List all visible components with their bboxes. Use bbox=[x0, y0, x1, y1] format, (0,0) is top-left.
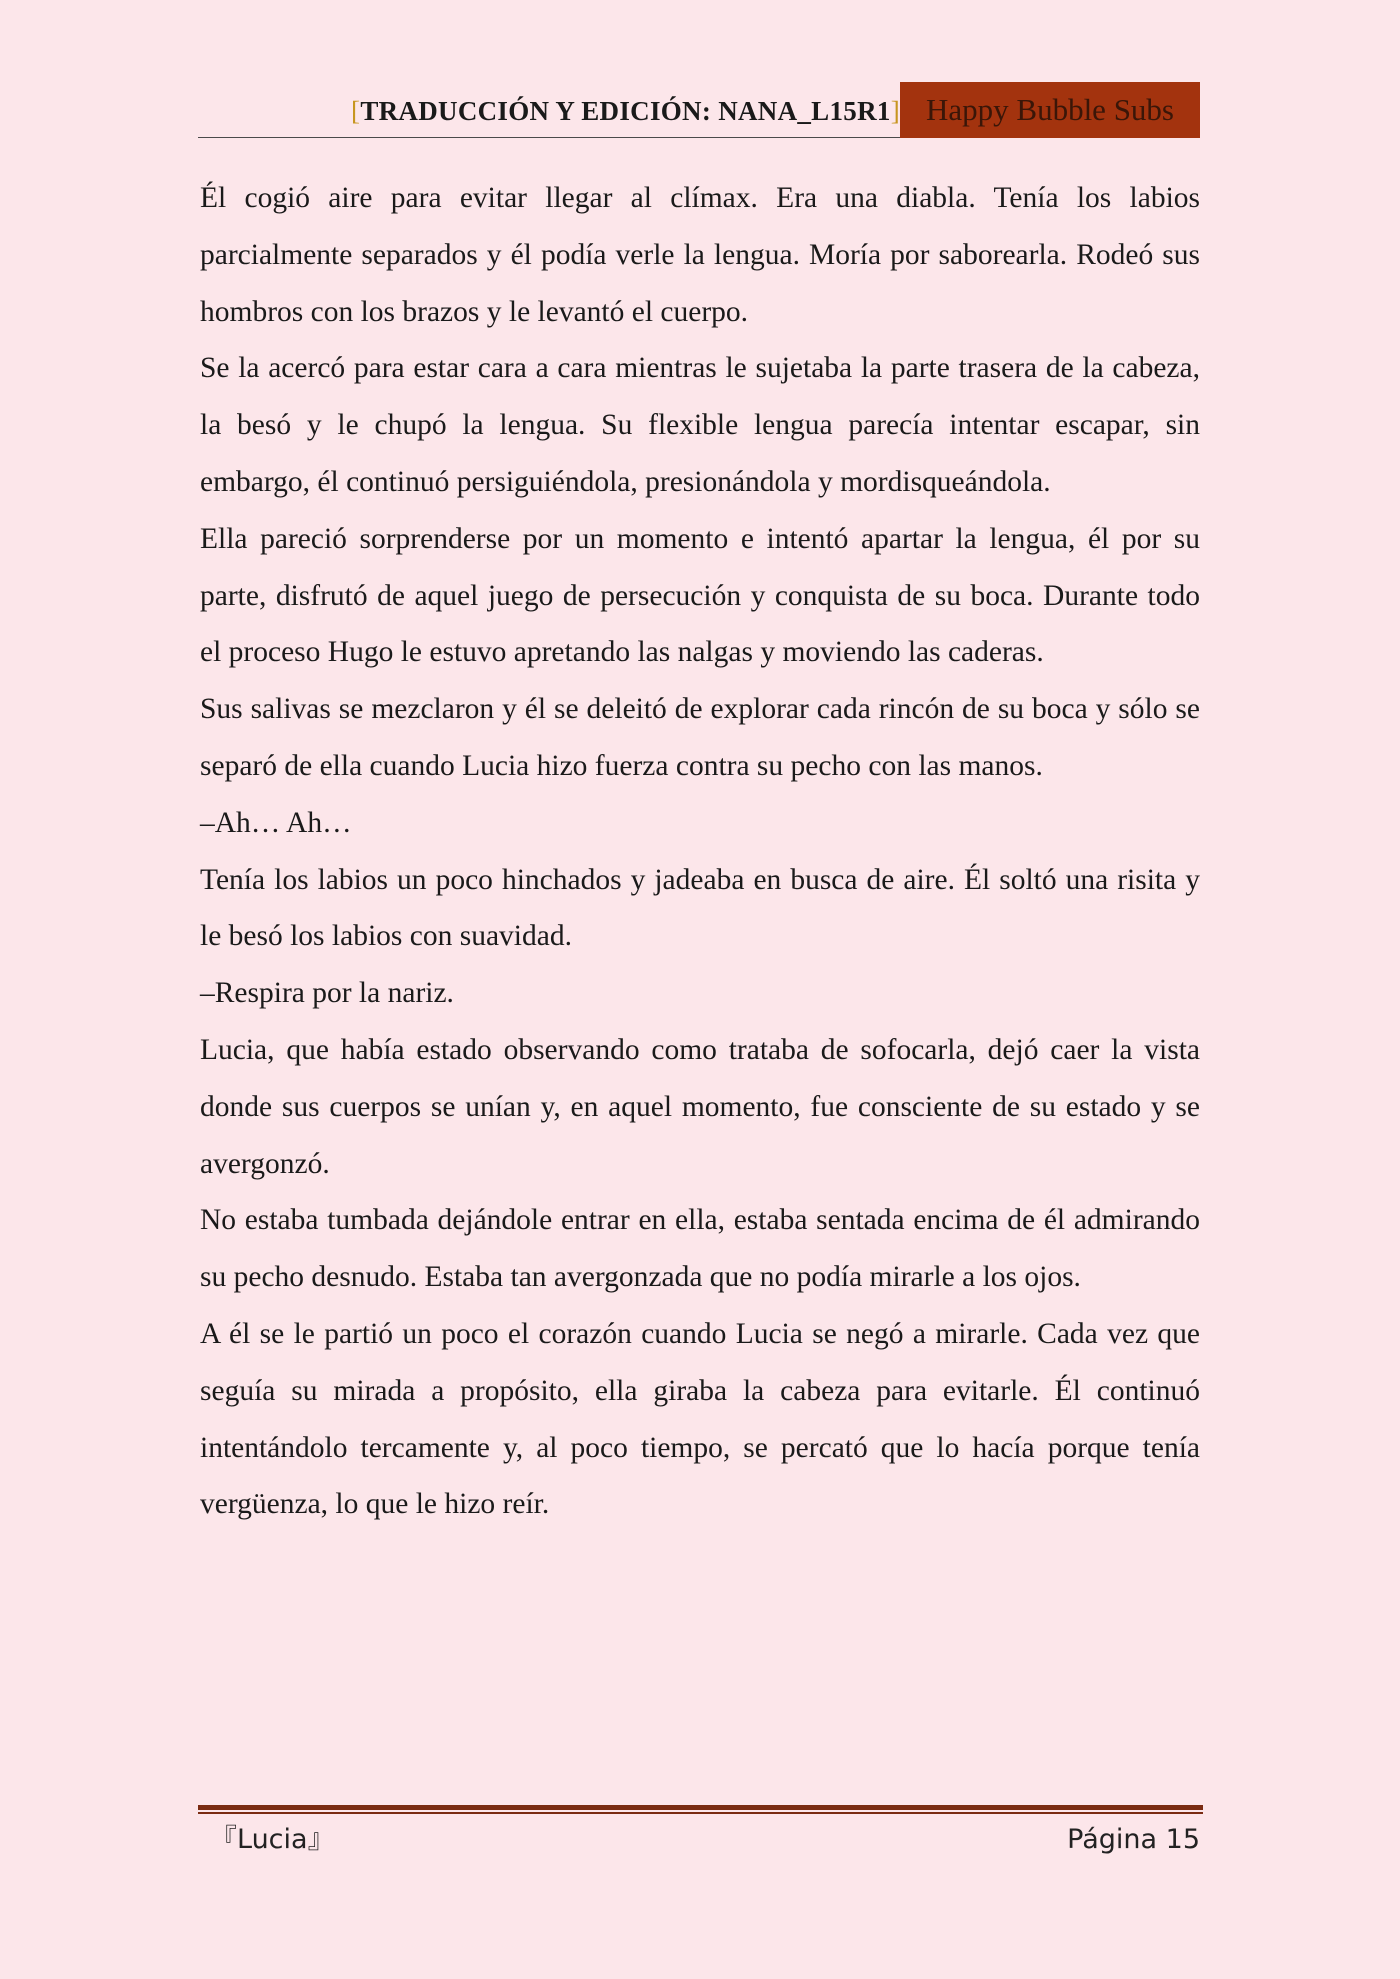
book-title: 『Lucia』 bbox=[210, 1824, 335, 1855]
page-number: Página 15 bbox=[1067, 1824, 1200, 1855]
paragraph: Lucia, que había estado observando como trataba de sofocarla, dejó caer la vista donde sus cuerpos se unían y, en aquel momento, fue consciente de su estado y se avergonzó. bbox=[200, 1033, 1200, 1180]
credit-bracket-open: [ bbox=[351, 96, 361, 126]
credit-bracket-close: ] bbox=[890, 96, 900, 126]
footer-rule-thin bbox=[198, 1812, 1203, 1814]
paragraph: Él cogió aire para evitar llegar al clímax. Era una diabla. Tenía los labios parcialmente separados y él podía verle la lengua. Moría por saborearla. Rodeó sus hombros con los brazos y le levantó el cuerpo. bbox=[200, 182, 1200, 328]
page-header bbox=[198, 82, 1200, 138]
dialogue-line: –Ah… Ah… bbox=[200, 806, 352, 839]
paragraph: Se la acercó para estar cara a cara mientras le sujetaba la parte trasera de la cabeza, la besó y le chupó la lengua. Su flexible lengua parecía intentar escapar, sin embargo, él continuó persiguiéndola, presionándola y mordisqueándola. bbox=[200, 352, 1200, 498]
paragraph: A él se le partió un poco el corazón cuando Lucia se negó a mirarle. Cada vez que seguía su mirada a propósito, ella giraba la cabeza para evitarle. Él continuó intentándolo tercamente y, al poco tiempo, se percató que lo hacía porque tenía vergüenza, lo que le hizo reír. bbox=[200, 1317, 1200, 1521]
credit-text: TRADUCCIÓN Y EDICIÓN: NANA_L15R1 bbox=[360, 96, 891, 126]
paragraph: Tenía los labios un poco hinchados y jadeaba en busca de aire. Él soltó una risita y le besó los labios con suavidad. bbox=[200, 863, 1200, 953]
page-body bbox=[200, 170, 1200, 1533]
paragraph: Sus salivas se mezclaron y él se deleitó de explorar cada rincón de su boca y sólo se separó de ella cuando Lucia hizo fuerza contra su pecho con las manos. bbox=[200, 693, 1200, 782]
header-rule bbox=[198, 137, 900, 138]
footer-rule-thick bbox=[198, 1805, 1203, 1810]
paragraph: Ella pareció sorprenderse por un momento e intentó apartar la lengua, él por su parte, disfrutó de aquel juego de persecución y conquista de su boca. Durante todo el proceso Hugo le estuvo apretando las nalgas y moviendo las caderas. bbox=[200, 522, 1200, 669]
translation-credit bbox=[351, 96, 900, 127]
paragraph: No estaba tumbada dejándole entrar en ella, estaba sentada encima de él admirando su pecho desnudo. Estaba tan avergonzada que no podía mirarle a los ojos. bbox=[200, 1204, 1200, 1294]
brand-label: Happy Bubble Subs bbox=[900, 82, 1200, 138]
dialogue-line: –Respira por la nariz. bbox=[200, 977, 454, 1010]
